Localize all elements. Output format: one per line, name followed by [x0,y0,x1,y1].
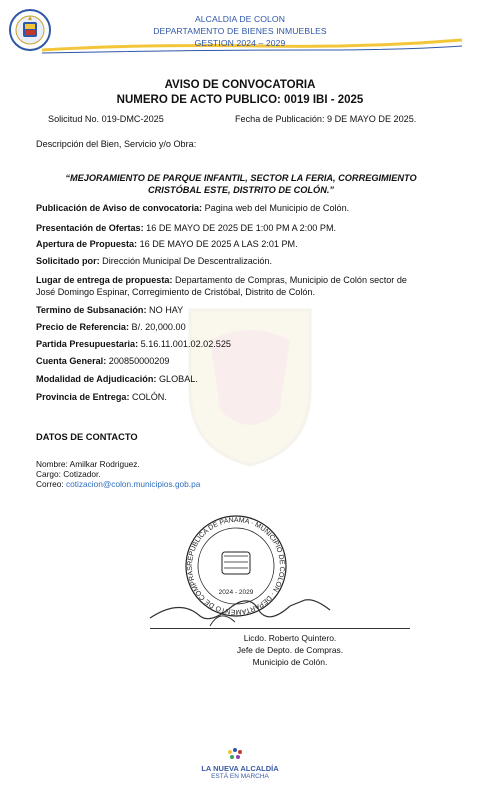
footer-line-2: ESTÁ EN MARCHA [211,773,269,780]
stamp-text: REPUBLICA DE PANAMA · MUNICIPIO DE COLON · DEPARTAMENTO DE COMPRAS [186,516,286,616]
handwritten-signature [140,588,340,628]
field-value: José Domingo Espinar, Corregimiento de Cristóbal, Distrito de Colón. [36,287,316,297]
field-label: Termino de Subsanación: [36,305,147,315]
field-label: Cuenta General: [36,356,107,366]
field-row [36,305,183,315]
field-value: 5.16.11.001.02.02.525 [138,339,231,349]
field-row [36,256,272,266]
contact-email-link[interactable]: cotizacion@colon.municipios.gob.pa [65,479,201,489]
signer-org: Municipio de Colón. [252,657,328,667]
work-title: “MEJORAMIENTO DE PARQUE INFANTIL, SECTOR LA FERIA, CORREGIMIENTO CRISTÓBAL ESTE, DISTRITO DE COLÓN.” [65,173,417,195]
field-label: Lugar de entrega de propuesta: [36,275,173,285]
footer-line-1: LA NUEVA ALCALDÍA [201,764,279,773]
contact-email-row [36,479,200,490]
field-value: 200850000209 [106,356,170,366]
field-label: Provincia de Entrega: [36,392,130,402]
field-value: GLOBAL. [156,374,198,384]
signer-position: Jefe de Depto. de Compras. [236,645,344,655]
field-row [36,322,186,332]
field-row [36,203,349,213]
field-value: NO HAY [146,305,184,315]
field-value: COLÓN. [129,392,167,402]
field-label: Solicitado por: [36,256,100,266]
header-line-2: DEPARTAMENTO DE BIENES INMUEBLES [153,26,327,36]
notice-title: AVISO DE CONVOCATORIA [164,79,316,91]
signature-line [150,628,410,629]
field-row [36,239,298,249]
contact-role: Cargo: Cotizador. [36,469,101,479]
field-row [36,223,336,233]
publish-date: Fecha de Publicación: 9 DE MAYO DE 2025. [235,114,417,124]
header-line-1: ALCALDIA DE COLON [194,14,286,24]
contact-heading: DATOS DE CONTACTO [36,432,138,442]
field-label: Apertura de Propuesta: [36,239,138,249]
field-row [36,374,198,384]
field-row [36,287,315,297]
field-value: Departamento de Compras, Municipio de Colón sector de [172,275,407,285]
field-label: Presentación de Ofertas: [36,223,144,233]
field-value: 16 DE MAYO DE 2025 DE 1:00 PM A 2:00 PM. [143,223,337,233]
contact-email-label: Correo: [36,479,66,489]
field-label: Publicación de Aviso de convocatoria: [36,203,203,213]
request-number: Solicitud No. 019-DMC-2025 [48,114,164,124]
field-label: Partida Presupuestaria: [36,339,139,349]
field-row [36,339,231,349]
coat-of-arms-watermark [180,300,320,470]
act-number: NUMERO DE ACTO PUBLICO: 0019 IBI - 2025 [116,94,364,106]
field-value: Dirección Municipal De Descentralización. [99,256,273,266]
stamp-years: 2024 - 2029 [218,589,254,596]
field-label: Precio de Referencia: [36,322,129,332]
field-row [36,392,167,402]
description-label: Descripción del Bien, Servicio y/o Obra: [36,139,197,149]
contact-name: Nombre: Amilkar Rodriguez. [36,459,140,469]
header-line-3: GESTION 2024 – 2029 [194,38,286,48]
field-row [36,275,407,285]
field-row [36,356,169,366]
field-value: B/. 20,000.00 [129,322,186,332]
nueva-alcaldia-logo [224,746,246,762]
field-value: 16 DE MAYO DE 2025 A LAS 2:01 PM. [137,239,298,249]
field-value: Pagina web del Municipio de Colón. [202,203,350,213]
field-label: Modalidad de Adjudicación: [36,374,157,384]
signer-name: Licdo. Roberto Quintero. [243,633,337,643]
